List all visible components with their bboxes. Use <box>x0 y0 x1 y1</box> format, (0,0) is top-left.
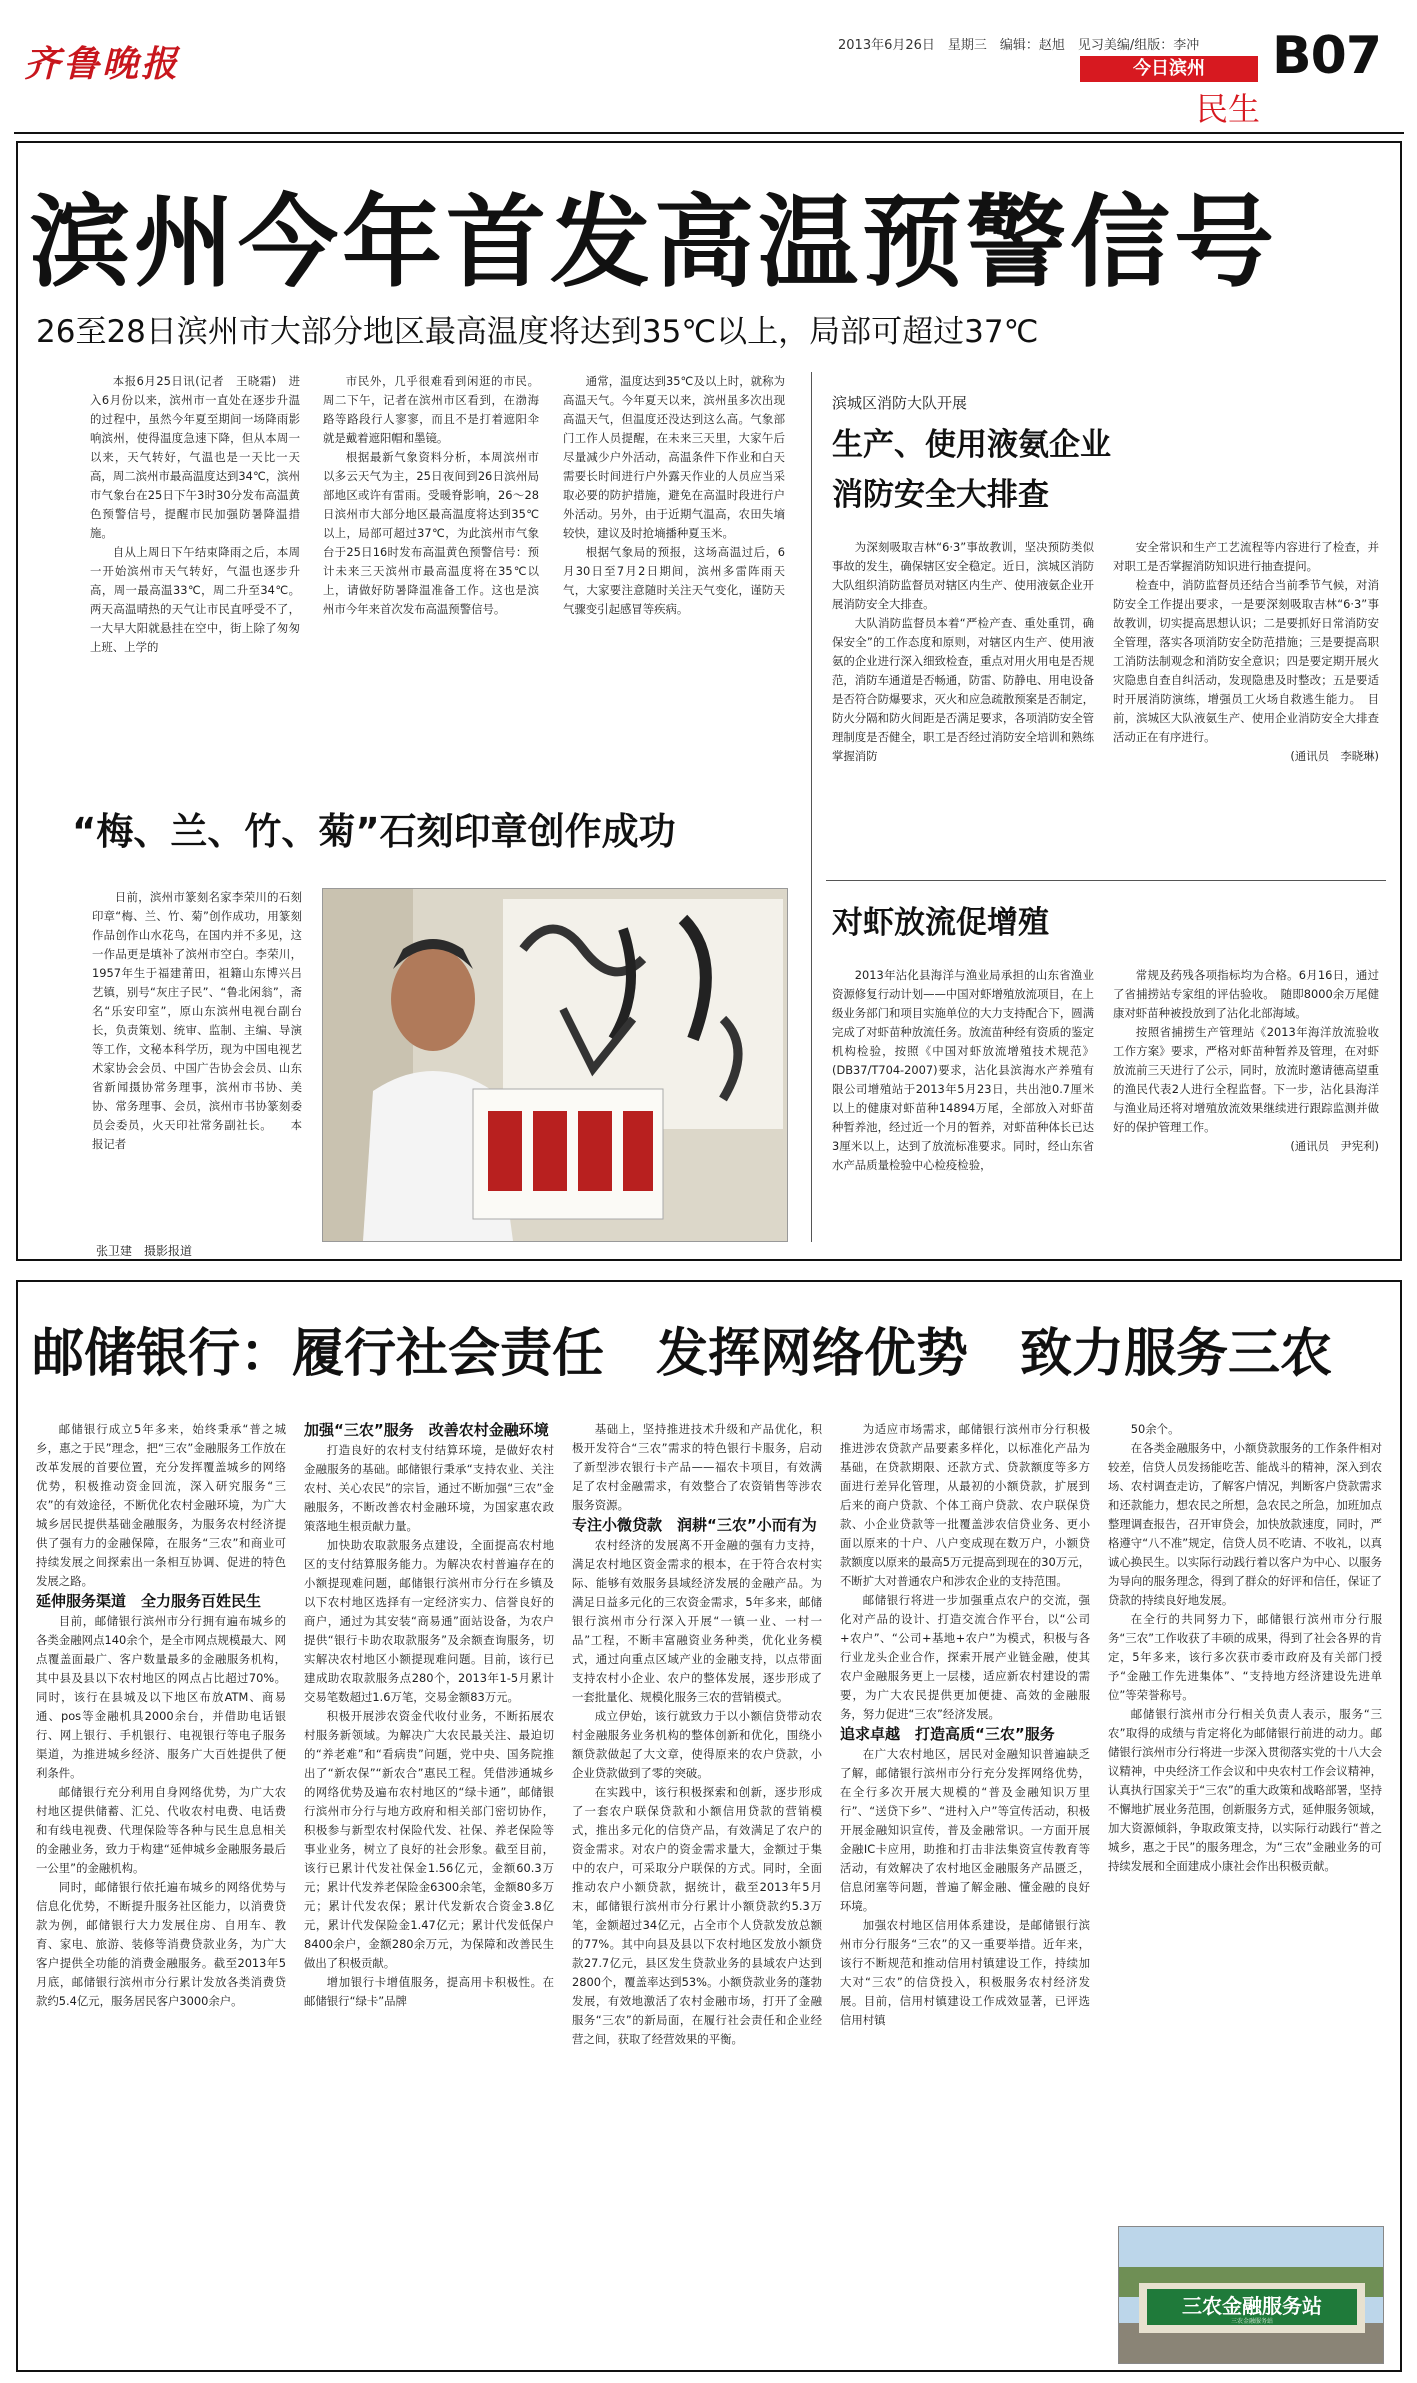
artist-photo <box>322 888 788 1242</box>
date-line: 2013年6月26日 星期三 编辑：赵旭 见习美编/组版：李冲 <box>838 38 1200 53</box>
paragraph: 在各类金融服务中，小额贷款服务的工作条件相对较差，信贷人员发扬能吃苦、能战斗的精神，深入到农场、农村调查走访，了解客户情况，判断客户贷款需求和还款能力，想农民之所想，急农民之所急，加班加点整理调查报告，召开审贷会，加快放款速度，同时，严格遵守“八不准”规定，信贷人员不吃请、不收礼，以真诚心换民生。以实际行动践行着以客户为中心、以服务为导向的服务理念，得到了群众的好评和信任，保证了贷款的持续良好地发展。 <box>1108 1441 1382 1607</box>
stamp-byline: 张卫建 摄影报道 <box>96 1244 193 1258</box>
paragraph: 根据最新气象资料分析，本周滨州市以多云天气为主，25日夜间到26日滨州局部地区或许有雷雨。受暖脊影响，26～28日滨州市大部分地区最高温度将达到35℃以上，局部可超过37℃，为此滨州市气象台于25日16时发布高温黄色预警信号：预计未来三天滨州市最高温度将在35℃以上，请做好防暑降温准备工作。这也是滨州市今年来首次发布高温预警信号。 <box>323 450 539 616</box>
postal-body-col3 <box>572 1420 822 2360</box>
credit: (通讯员 李晓琳) <box>1290 749 1379 763</box>
shrimp-body-col2 <box>1113 966 1379 1252</box>
paragraph: 安全常识和生产工艺流程等内容进行了检查，并对职工是否掌握消防知识进行抽查提问。 <box>1113 540 1379 573</box>
paragraph: 日前，滨州市篆刻名家李荣川的石刻印章“梅、兰、竹、菊”创作成功，用篆刻作品创作山水花鸟，在国内并不多见，这一作品更是填补了滨州市空白。李荣川，1957年生于福建莆田，祖籍山东博兴吕艺镇，别号“灰庄子民”、“鲁北闲翁”，斋名“乐安印室”，原山东滨州电视台副台长，负责策划、统审、监制、主编、导演等工作，文秘本科学历，现为中国电视艺术家协会会员、中国广告协会会员、山东省新闻摄协常务理事，滨州市书协、美协、常务理事、会员，滨州市书协篆刻委员会委员，火天印社常务副社长。 本报记者 <box>92 890 302 1151</box>
lead-body-col2 <box>323 372 539 784</box>
paragraph: 打造良好的农村支付结算环境，是做好农村金融服务的基础。邮储银行秉承“支持农业、关注农村、关心农民”的宗旨，通过不断加强“三农”金融服务，不断改善农村金融环境，为国家惠农政策落地生根贡献力量。 <box>304 1443 554 1533</box>
lead-headline: 滨州今年首发高温预警信号 <box>30 183 1278 301</box>
subhead: 追求卓越 打造高质“三农”服务 <box>840 1725 1055 1743</box>
fire-body-col2 <box>1113 538 1379 870</box>
paragraph: 为适应市场需求，邮储银行滨州市分行积极推进涉农贷款产品要素多样化，以标准化产品为基础，在贷款期限、还款方式、贷款额度等多方面进行差异化管理，从最初的小额贷款，扩展到后来的商户贷款、个体工商户贷款、农户联保贷款、小企业贷款等一批覆盖涉农信贷业务、更小面以原来的十户、八户变成现在数万户，小额贷款额度以原来的最高5万元提高到现在的30万元，不断扩大对普通农户和涉农企业的支持范围。 <box>840 1422 1090 1588</box>
subhead: 专注小微贷款 润耕“三农”小而有为 <box>572 1516 817 1534</box>
station-sign-text: 三农金融服务站 <box>1182 2294 1322 2318</box>
stamp-body <box>92 888 302 1244</box>
paragraph: 大队消防监督员本着“严检产查、重处重罚，确保安全”的工作态度和原则，对辖区内生产、使用液氨的企业进行深入细致检查，重点对用火用电是否规范，消防车通道是否畅通，防雷、防静电、用电设备是否符合防爆要求，灭火和应急疏散预案是否制定，防火分隔和防火间距是否满足要求，各项消防安全管理制度是否健全，职工是否经过消防安全培训和熟练掌握消防 <box>832 616 1094 763</box>
paragraph: 为深刻吸取吉林“6·3”事故教训，坚决预防类似事故的发生，确保辖区安全稳定。近日，滨城区消防大队组织消防监督员对辖区内生产、使用液氨企业开展消防安全大排查。 <box>832 540 1094 611</box>
page-code: B07 <box>1272 26 1381 86</box>
paragraph: 根据气象局的预报，这场高温过后，6月30日至7月2日期间，滨州多雷阵雨天气，大家要注意随时关注天气变化，谨防天气骤变引起感冒等疾病。 <box>563 545 785 616</box>
paragraph: 加强农村地区信用体系建设，是邮储银行滨州市分行服务“三农”的又一重要举措。近年来，该行不断规范和推动信用村镇建设工作，持续加大对“三农”的信贷投入，积极服务农村经济发展。目前，信用村镇建设工作成效显著，已评选信用村镇 <box>840 1918 1090 2027</box>
paragraph: 自从上周日下午结束降雨之后，本周一开始滨州市天气转好，气温也逐步升高，周一最高温33℃，周二升至34℃。两天高温晴热的天气让市民直呼受不了，一大早大阳就悬挂在空中，街上除了匆匆上班、上学的 <box>90 545 300 654</box>
paragraph: 在实践中，该行积极探索和创新，逐步形成了一套农户联保贷款和小额信用贷款的营销模式，推出多元化的信贷产品，有效满足了农户的资金需求。对农户的资金需求量大，金额过于集中的农户，可采取分户联保的方式。同时，全面推动农户小额贷款，据统计，截至2013年5月末，邮储银行滨州市分行累计小额贷款约5.3万笔，金额超过34亿元，占全市个人贷款发放总额的77%。其中向县及县以下农村地区发放小额贷款27.7亿元，县区发生贷款业务的县域农户达到2800个，覆盖率达到53%。小额贷款业务的蓬勃发展，有效地激活了农村金融市场，打开了金融服务“三农”的新局面，在履行社会责任和企业经营之间，获取了经营效果的平衡。 <box>572 1785 822 2046</box>
paragraph: 50余个。 <box>1130 1422 1180 1436</box>
paragraph: 增加银行卡增值服务，提高用卡积极性。在邮储银行“绿卡”品牌 <box>304 1975 554 2008</box>
station-sign-subtext: 三农金融服务站 <box>1230 2318 1274 2325</box>
postal-body-col4 <box>840 1420 1090 2360</box>
service-station-photo <box>1118 2226 1384 2364</box>
paragraph: 基础上，坚持推进技术升级和产品优化，积极开发符合“三农”需求的特色银行卡服务，启动了新型涉农银行卡产品——福农卡项目，有效满足了农村金融需求，有效整合了农资销售等涉农服务资源。 <box>572 1422 822 1512</box>
paragraph: 邮储银行成立5年多来，始终秉承“普之城乡，惠之于民”理念，把“三农”金融服务工作放在改革发展的首要位置，充分发挥覆盖城乡的网络优势，积极推动资金回流，深入研究服务“三农”的有效途径，不断优化农村金融环境，为广大城乡居民提供基础金融服务，为服务农村经济提供了强有力的金融保障，在服务“三农”和商业可持续发展之间探索出一条相互协调、促进的特色发展之路。 <box>36 1422 286 1588</box>
masthead-divider <box>14 132 1404 134</box>
paragraph: 常规及药残各项指标均为合格。6月16日，通过了省捕捞站专家组的评估验收。 随即8000余万尾健康对虾苗种被投放到了沾化北部海域。 <box>1113 968 1379 1020</box>
paragraph: 市民外，几乎很难看到闲逛的市民。周二下午，记者在滨州市区看到，在渤海路等路段行人寥寥，而且不是打着遮阳伞就是戴着遮阳帽和墨镜。 <box>323 374 539 445</box>
paragraph: 2013年沾化县海洋与渔业局承担的山东省渔业资源修复行动计划——中国对虾增殖放流项目，在上级业务部门和项目实施单位的大力支持配合下，圆满完成了对虾苗种放流任务。放流苗种经有资质的鉴定机构检验，按照《中国对虾放流增殖技术规范》(DB37/T704-2007)要求，沾化县滨海水产养殖有限公司增殖站于2013年5月23日，共出池0.7厘米以上的健康对虾苗种14894万尾，全部放入对虾苗种暂养池，经过近一个月的暂养，对虾苗种体长已达3厘米以上，达到了放流标准要求。同时，经山东省水产品质量检验中心检疫检验， <box>832 968 1094 1172</box>
shrimp-headline: 对虾放流促增殖 <box>832 905 1049 941</box>
paragraph: 同时，邮储银行依托遍布城乡的网络优势与信息化优势，不断提升服务社区能力，以消费贷款为例，邮储银行大力发展住房、自用车、教育、家电、旅游、装修等消费贷款业务，为广大客户提供全功能的消费金融服务。截至2013年5月底，邮储银行滨州市分行累计发放各类消费贷款约5.4亿元，服务居民客户3000余户。 <box>36 1880 286 2008</box>
paragraph: 检查中，消防监督员还结合当前季节气候，对消防安全工作提出要求，一是要深刻吸取吉林“6·3”事故教训，切实提高思想认识；二是要抓好日常消防安全管理，落实各项消防安全防范措施；三是要提高职工消防法制观念和消防安全意识；四是要定期开展火灾隐患自查自纠活动，发现隐患及时整改；五是要适时开展消防演练，增强员工火场自救逃生能力。 目前，滨城区大队液氨生产、使用企业消防安全大排查活动正在有序进行。 <box>1113 578 1379 744</box>
paragraph: 通常，温度达到35℃及以上时，就称为高温天气。今年夏天以来，滨州虽多次出现高温天气，但温度还没达到这么高。气象部门工作人员提醒，在未来三天里，大家午后尽量减少户外活动，高温条件下作业和白天需要长时间进行户外露天作业的人员应当采取必要的防护措施，避免在高温时段进行户外活动。另外，由于近期气温高，农田失墒较快，建议及时抢墒播种夏玉米。 <box>563 374 785 540</box>
paragraph: 邮储银行滨州市分行相关负责人表示，服务“三农”取得的成绩与肯定将化为邮储银行前进的动力。邮储银行滨州市分行将进一步深入贯彻落实党的十八大会议精神，中央经济工作会议和中央农村工作会议精神，认真执行国家关于“三农”的重大政策和战略部署，坚持不懈地扩展业务范围，创新服务方式，延伸服务领域，加大资源倾斜，争取政策支持，以实际行动践行“普之城乡，惠之于民”的服务理念，为“三农”金融业务的可持续发展和全面建成小康社会作出积极贡献。 <box>1108 1707 1382 1873</box>
paragraph: 按照省捕捞生产管理站《2013年海洋放流验收工作方案》要求，严格对虾苗种暂养及管理，在对虾放流前三天进行了公示，同时，放流时邀请德高望重的渔民代表2人进行全程监督。下一步，沾化县海洋与渔业局还将对增殖放流效果继续进行跟踪监测并做好的保护管理工作。 <box>1113 1025 1379 1134</box>
paragraph: 在全行的共同努力下，邮储银行滨州市分行服务“三农”工作收获了丰硕的成果，得到了社会各界的肯定，5年多来，该行多次获市委市政府及有关部门授予“金融工作先进集体”、“支持地方经济建设先进单位”等荣誉称号。 <box>1108 1612 1382 1702</box>
column-divider <box>811 372 812 1242</box>
fire-headline-line2: 消防安全大排查 <box>832 477 1049 513</box>
stamp-headline: “梅、兰、竹、菊”石刻印章创作成功 <box>72 810 676 853</box>
paragraph: 邮储银行将进一步加强重点农户的交流，强化对产品的设计、打造交流合作平台，以“公司+农户”、“公司+基地+农户”为模式，积极与各行业龙头企业合作，探索开展产业链金融，使其农户金融服务更上一层楼，适应新农村建设的需要，为广大农民提供更加便捷、高效的金融服务，努力促进“三农”经济发展。 <box>840 1593 1090 1721</box>
lead-body-col1 <box>90 372 300 784</box>
credit: (通讯员 尹宪利) <box>1290 1139 1379 1153</box>
postal-body-col2 <box>304 1420 554 2360</box>
shrimp-body-col1 <box>832 966 1094 1252</box>
section-name: 民生 <box>1196 90 1261 128</box>
paragraph: 目前，邮储银行滨州市分行拥有遍布城乡的各类金融网点140余个，是全市网点规模最大、网点覆盖面最广、客户数量最多的金融服务机构，其中县及县以下农村地区的网点占比超过70%。同时，该行在县城及以下地区布放ATM、商易通、pos等金融机具2000余台，并借助电话银行、网上银行、手机银行、电视银行等电子服务渠道，为推进城乡经济、服务广大百姓提供了便利条件。 <box>36 1614 286 1780</box>
fire-shrimp-divider <box>826 880 1386 881</box>
service-station-graphic <box>1119 2227 1383 2363</box>
postal-headline: 邮储银行：履行社会责任 发挥网络优势 致力服务三农 <box>32 1323 1333 1384</box>
masthead <box>0 0 1417 130</box>
postal-body-col5 <box>1108 1420 1382 2220</box>
paragraph: 农村经济的发展离不开金融的强有力支持，满足农村地区资金需求的根本，在于符合农村实际、能够有效服务县域经济发展的金融产品。为满足日益多元化的三农资金需求，5年多来，邮储银行滨州市分行深入开展“一镇一业、一村一品”工程，不断丰富融资业务种类，优化业务模式，通过向重点区域产业的金融支持，以点带面支持农村小企业、农户的整体发展，逐步形成了一套批量化、规模化服务三农的营销模式。 <box>572 1538 822 1704</box>
fire-body-col1 <box>832 538 1094 870</box>
paragraph: 本报6月25日讯(记者 王晓霜) 进入6月份以来，滨州市一直处在逐步升温的过程中，虽然今年夏至期间一场降雨影响滨州，使得温度急速下降，但从本周一以来，天气转好，气温也是一天比一天高，周二滨州市最高温度达到34℃，滨州市气象台在25日下午3时30分发布高温黄色预警信号，提醒市民加强防暑降温措施。 <box>90 374 300 540</box>
paragraph: 积极开展涉农资金代收付业务，不断拓展农村服务新领域。为解决广大农民最关注、最迫切的“养老难”和“看病贵”问题，党中央、国务院推出了“新农保”“新农合”惠民工程。凭借涉通城乡的网络优势及遍布农村地区的“绿卡通”，邮储银行滨州市分行与地方政府和相关部门密切协作，积极参与新型农村保险代发、社保、养老保险等事业业务，树立了良好的社会形象。截至目前，该行已累计代发社保金1.56亿元，金额60.3万元；累计代发养老保险金6300余笔，金额80多万元；累计代发农保；累计代发新农合资金3.8亿元，累计代发保险金1.47亿元；累计代发低保户8400余户，金额280余万元，为保障和改善民生做出了积极贡献。 <box>304 1709 554 1970</box>
lead-subhead: 26至28日滨州市大部分地区最高温度将达到35℃以上，局部可超过37℃ <box>36 314 1039 350</box>
paragraph: 邮储银行充分利用自身网络优势，为广大农村地区提供储蓄、汇兑、代收农村电费、电话费和有线电视费、代理保险等各种与民生息息相关的金融业务，致力于构建“延伸城乡金融服务最后一公里”的金融机构。 <box>36 1785 286 1875</box>
paragraph: 成立伊始，该行就致力于以小额信贷带动农村金融服务业务机构的整体创新和优化，围绕小额贷款做起了大文章，使得原来的农户贷款，小企业贷款做到了零的突破。 <box>572 1709 822 1780</box>
paragraph: 加快助农取款服务点建设，全面提高农村地区的支付结算服务能力。为解决农村普遍存在的小额提现难问题，邮储银行滨州市分行在乡镇及以下农村地区选择有一定经济实力、信誉良好的商户，通过为其安装“商易通”面站设备，为农户提供“银行卡助农取款服务”及余额查询服务，切实解决农村地区小额提现难问题。目前，该行已建成助农取款服务点280个，2013年1-5月累计交易笔数超过1.6万笔，交易金额83万元。 <box>304 1538 554 1704</box>
section-tag: 今日滨州 <box>1080 56 1258 82</box>
postal-body-col1 <box>36 1420 286 2360</box>
subhead: 加强“三农”服务 改善农村金融环境 <box>304 1421 549 1439</box>
lead-body-col3 <box>563 372 785 784</box>
subhead: 延伸服务渠道 全力服务百姓民生 <box>36 1592 262 1610</box>
paper-name: 齐鲁晚报 <box>24 43 181 85</box>
fire-kicker: 滨城区消防大队开展 <box>832 394 968 412</box>
paragraph: 在广大农村地区，居民对金融知识普遍缺乏了解，邮储银行滨州市分行充分发挥网络优势，在全行多次开展大规模的“普及金融知识万里行”、“送贷下乡”、“进村入户”等宣传活动，积极开展金融知识宣传，普及金融常识。一方面开展金融IC卡应用，助推和打击非法集资宣传教育等活动，有效解决了农村地区金融服务产品匮乏，信息闭塞等问题，普遍了解金融、懂金融的良好环境。 <box>840 1747 1090 1913</box>
artist-photo-graphic <box>323 889 787 1241</box>
fire-headline-line1: 生产、使用液氨企业 <box>832 427 1111 463</box>
